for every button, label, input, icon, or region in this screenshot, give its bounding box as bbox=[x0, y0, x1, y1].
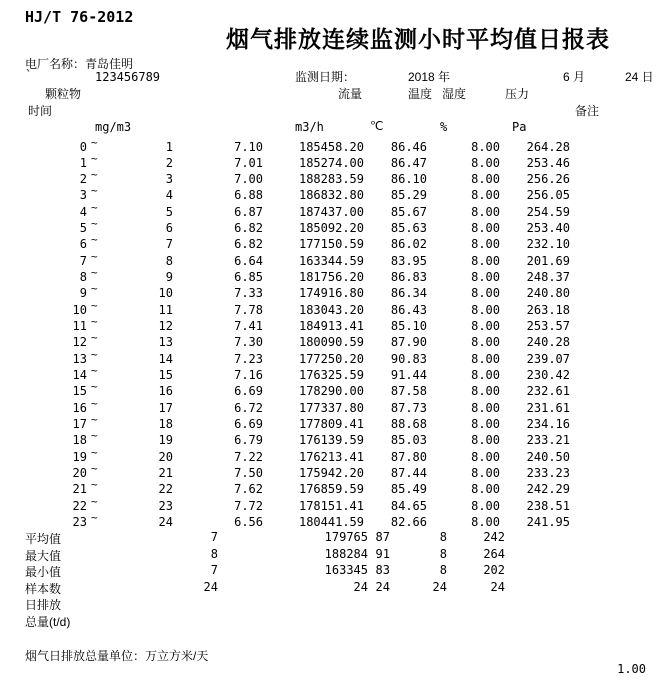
cell-temperature: 90.83 bbox=[390, 351, 427, 366]
tilde-separator: ~ bbox=[91, 494, 98, 508]
cell-particulate: 6.69 bbox=[234, 384, 263, 399]
tilde-separator: ~ bbox=[91, 151, 98, 165]
hour-end: 16 bbox=[158, 384, 173, 399]
summary-flow: 179765 bbox=[324, 530, 368, 544]
cell-flow: 176139.59 bbox=[298, 433, 364, 448]
cell-humidity: 8.00 bbox=[471, 172, 500, 187]
cell-particulate: 6.69 bbox=[234, 416, 263, 431]
cell-temperature: 85.03 bbox=[390, 433, 427, 448]
hour-row bbox=[0, 429, 668, 449]
hour-end: 20 bbox=[158, 449, 173, 464]
cell-pressure: 232.10 bbox=[526, 237, 570, 252]
unit-temperature: ℃ bbox=[370, 119, 384, 133]
cell-flow: 185092.20 bbox=[298, 221, 364, 236]
hour-row bbox=[0, 298, 668, 319]
cell-particulate: 6.64 bbox=[234, 253, 263, 268]
hour-start: 1 bbox=[79, 155, 87, 170]
cell-temperature: 86.47 bbox=[390, 155, 427, 170]
hour-row bbox=[0, 266, 668, 286]
cell-flow: 184913.41 bbox=[298, 319, 364, 334]
cell-pressure: 253.57 bbox=[526, 319, 570, 334]
hour-start: 19 bbox=[72, 449, 87, 464]
summary-pressure: 264 bbox=[483, 546, 505, 561]
cell-humidity: 8.00 bbox=[471, 237, 500, 252]
hour-start: 10 bbox=[72, 302, 87, 317]
cell-humidity: 8.00 bbox=[471, 514, 500, 529]
cell-temperature: 85.63 bbox=[390, 221, 427, 236]
hour-row bbox=[0, 217, 668, 237]
cell-temperature: 87.80 bbox=[390, 449, 427, 464]
cell-temperature: 85.29 bbox=[390, 188, 427, 203]
summary-humidity: 8 bbox=[439, 563, 447, 577]
cell-pressure: 264.28 bbox=[526, 139, 570, 154]
col-header-humidity: 湿度 bbox=[442, 87, 467, 101]
cell-temperature: 83.95 bbox=[390, 253, 427, 268]
summary-label: 最大值 bbox=[25, 548, 62, 563]
cell-pressure: 256.26 bbox=[526, 172, 570, 187]
hour-row bbox=[0, 396, 668, 417]
tilde-separator: ~ bbox=[91, 396, 98, 410]
summary-row bbox=[0, 596, 668, 612]
hour-end: 3 bbox=[165, 172, 173, 187]
hour-end: 19 bbox=[158, 433, 173, 448]
hour-end: 14 bbox=[158, 351, 173, 366]
tilde-separator: ~ bbox=[91, 233, 98, 247]
hour-row bbox=[0, 151, 668, 172]
summary-flow: 188284 bbox=[324, 546, 368, 561]
cell-particulate: 6.82 bbox=[234, 221, 263, 236]
hour-row bbox=[0, 233, 668, 253]
cell-particulate: 7.16 bbox=[234, 367, 263, 382]
cell-particulate: 7.10 bbox=[234, 139, 263, 154]
cell-flow: 177150.59 bbox=[298, 237, 364, 252]
tilde-separator: ~ bbox=[91, 200, 98, 214]
tilde-separator: ~ bbox=[91, 135, 98, 149]
hour-end: 7 bbox=[165, 237, 173, 252]
tilde-separator: ~ bbox=[91, 217, 98, 231]
date-year: 2018 年 bbox=[408, 70, 451, 84]
hour-row bbox=[0, 494, 668, 515]
date-label: 监测日期： bbox=[295, 70, 356, 84]
summary-humidity: 8 bbox=[439, 546, 447, 561]
cell-pressure: 233.21 bbox=[526, 433, 570, 448]
cell-particulate: 7.00 bbox=[234, 172, 263, 187]
hour-start: 23 bbox=[72, 514, 87, 529]
cell-pressure: 242.29 bbox=[526, 482, 570, 497]
cell-pressure: 248.37 bbox=[526, 270, 570, 285]
tilde-separator: ~ bbox=[91, 412, 98, 426]
cell-humidity: 8.00 bbox=[471, 302, 500, 317]
cell-humidity: 8.00 bbox=[471, 384, 500, 399]
summary-humidity: 8 bbox=[439, 530, 447, 544]
page-number: 1.00 bbox=[617, 662, 646, 676]
cell-temperature: 86.46 bbox=[390, 139, 427, 154]
tilde-separator: ~ bbox=[91, 315, 98, 329]
summary-temperature: 87 bbox=[375, 530, 390, 544]
hour-start: 4 bbox=[79, 204, 87, 219]
cell-humidity: 8.00 bbox=[471, 188, 500, 203]
hour-end: 1 bbox=[165, 139, 173, 154]
tilde-separator: ~ bbox=[91, 266, 98, 280]
plant-code: 123456789 bbox=[95, 70, 161, 84]
hour-row bbox=[0, 135, 668, 156]
summary-particulate: 7 bbox=[210, 530, 218, 544]
tilde-separator: ~ bbox=[91, 168, 98, 182]
hour-start: 8 bbox=[79, 270, 87, 285]
cell-humidity: 8.00 bbox=[471, 416, 500, 431]
cell-humidity: 8.00 bbox=[471, 449, 500, 464]
cell-pressure: 256.05 bbox=[526, 188, 570, 203]
tilde-separator: ~ bbox=[91, 510, 98, 524]
summary-flow: 163345 bbox=[324, 563, 368, 577]
hour-end: 2 bbox=[165, 155, 173, 170]
hour-start: 3 bbox=[79, 188, 87, 203]
cell-humidity: 8.00 bbox=[471, 204, 500, 219]
cell-pressure: 231.61 bbox=[526, 400, 570, 415]
hour-start: 18 bbox=[72, 433, 87, 448]
hour-end: 22 bbox=[158, 482, 173, 497]
cell-pressure: 254.59 bbox=[526, 204, 570, 219]
summary-label: 日排放 bbox=[25, 598, 62, 612]
cell-temperature: 84.65 bbox=[390, 498, 427, 513]
cell-pressure: 234.16 bbox=[526, 416, 570, 431]
tilde-separator: ~ bbox=[91, 347, 98, 361]
summary-particulate: 24 bbox=[203, 579, 218, 594]
tilde-separator: ~ bbox=[91, 249, 98, 263]
cell-humidity: 8.00 bbox=[471, 465, 500, 480]
cell-humidity: 8.00 bbox=[471, 270, 500, 285]
hour-start: 6 bbox=[79, 237, 87, 252]
cell-flow: 180090.59 bbox=[298, 335, 364, 350]
cell-pressure: 232.61 bbox=[526, 384, 570, 399]
date-month: 6 月 bbox=[563, 70, 586, 84]
unit-particulate: mg/m3 bbox=[95, 120, 132, 134]
hour-start: 17 bbox=[72, 416, 87, 431]
cell-particulate: 6.87 bbox=[234, 204, 263, 219]
cell-flow: 177337.80 bbox=[298, 400, 364, 415]
unit-flow: m3/h bbox=[295, 120, 324, 134]
hour-row bbox=[0, 412, 668, 433]
cell-pressure: 240.50 bbox=[526, 449, 570, 464]
cell-flow: 176859.59 bbox=[298, 482, 364, 497]
cell-particulate: 7.22 bbox=[234, 449, 263, 464]
hour-start: 5 bbox=[79, 221, 87, 236]
hour-start: 7 bbox=[79, 253, 87, 268]
cell-flow: 176325.59 bbox=[298, 367, 364, 382]
tilde-separator: ~ bbox=[91, 380, 98, 394]
hour-start: 12 bbox=[72, 335, 87, 350]
cell-temperature: 86.10 bbox=[390, 172, 427, 187]
cell-particulate: 7.41 bbox=[234, 319, 263, 334]
cell-temperature: 86.02 bbox=[390, 237, 427, 252]
summary-pressure: 202 bbox=[483, 563, 505, 577]
col-header-temperature: 温度 bbox=[408, 87, 433, 101]
cell-particulate: 7.23 bbox=[234, 351, 263, 366]
hour-end: 9 bbox=[165, 270, 173, 285]
cell-temperature: 87.44 bbox=[390, 465, 427, 480]
hour-start: 11 bbox=[72, 319, 87, 334]
summary-label: 平均值 bbox=[25, 532, 62, 546]
cell-humidity: 8.00 bbox=[471, 155, 500, 170]
summary-row bbox=[0, 613, 668, 629]
hour-start: 16 bbox=[72, 400, 87, 415]
summary-particulate: 8 bbox=[210, 546, 218, 561]
hour-end: 4 bbox=[165, 188, 173, 203]
col-header-particulate: 颗粒物 bbox=[45, 87, 82, 101]
cell-flow: 187437.00 bbox=[298, 204, 364, 219]
emission-unit-note: 烟气日排放总量单位：万立方米/天 bbox=[25, 649, 209, 663]
cell-pressure: 230.42 bbox=[526, 367, 570, 382]
standard-code: HJ/T 76-2012 bbox=[25, 8, 134, 26]
summary-row bbox=[0, 530, 668, 546]
hour-row bbox=[0, 249, 668, 270]
cell-humidity: 8.00 bbox=[471, 319, 500, 334]
cell-pressure: 241.95 bbox=[526, 514, 570, 529]
cell-flow: 176213.41 bbox=[298, 449, 364, 464]
summary-humidity: 24 bbox=[432, 579, 447, 594]
hour-row bbox=[0, 461, 668, 482]
hour-row bbox=[0, 478, 668, 498]
cell-flow: 186832.80 bbox=[298, 188, 364, 203]
summary-temperature: 91 bbox=[375, 546, 390, 561]
hour-row bbox=[0, 168, 668, 188]
cell-flow: 185458.20 bbox=[298, 139, 364, 154]
unit-humidity: % bbox=[440, 120, 448, 134]
summary-flow: 24 bbox=[353, 579, 368, 594]
cell-humidity: 8.00 bbox=[471, 498, 500, 513]
hour-end: 17 bbox=[158, 400, 173, 415]
hour-end: 11 bbox=[158, 302, 173, 317]
cell-pressure: 253.46 bbox=[526, 155, 570, 170]
summary-row bbox=[0, 580, 668, 596]
summary-pressure: 242 bbox=[483, 530, 505, 544]
tilde-separator: ~ bbox=[91, 363, 98, 377]
cell-flow: 185274.00 bbox=[298, 155, 364, 170]
cell-pressure: 239.07 bbox=[526, 351, 570, 366]
cell-particulate: 7.72 bbox=[234, 498, 263, 513]
summary-row bbox=[0, 563, 668, 579]
cell-pressure: 240.28 bbox=[526, 335, 570, 350]
cell-humidity: 8.00 bbox=[471, 139, 500, 154]
cell-flow: 177809.41 bbox=[298, 416, 364, 431]
cell-humidity: 8.00 bbox=[471, 286, 500, 301]
tilde-separator: ~ bbox=[91, 478, 98, 492]
cell-pressure: 201.69 bbox=[526, 253, 570, 268]
cell-temperature: 91.44 bbox=[390, 367, 427, 382]
summary-temperature: 83 bbox=[375, 563, 390, 577]
cell-flow: 174916.80 bbox=[298, 286, 364, 301]
hour-end: 8 bbox=[165, 253, 173, 268]
report-title: 烟气排放连续监测小时平均值日报表 bbox=[226, 26, 610, 52]
cell-humidity: 8.00 bbox=[471, 400, 500, 415]
col-header-remark: 备注 bbox=[575, 104, 600, 118]
hour-start: 20 bbox=[72, 465, 87, 480]
cell-humidity: 8.00 bbox=[471, 367, 500, 382]
unit-pressure: Pa bbox=[512, 120, 527, 134]
summary-particulate: 7 bbox=[210, 563, 218, 577]
cell-particulate: 6.72 bbox=[234, 400, 263, 415]
col-header-pressure: 压力 bbox=[505, 87, 530, 101]
summary-label: 总量(t/d) bbox=[25, 614, 71, 629]
cell-particulate: 7.78 bbox=[234, 302, 263, 317]
summary-label: 样本数 bbox=[25, 581, 62, 596]
cell-flow: 180441.59 bbox=[298, 514, 364, 529]
hour-start: 14 bbox=[72, 367, 87, 382]
summary-label: 最小值 bbox=[25, 565, 62, 579]
hour-row bbox=[0, 331, 668, 351]
tick-mark: ` bbox=[25, 68, 33, 82]
cell-flow: 188283.59 bbox=[298, 172, 364, 187]
cell-temperature: 87.73 bbox=[390, 400, 427, 415]
cell-pressure: 263.18 bbox=[526, 302, 570, 317]
cell-temperature: 85.10 bbox=[390, 319, 427, 334]
cell-flow: 178151.41 bbox=[298, 498, 364, 513]
cell-humidity: 8.00 bbox=[471, 221, 500, 236]
cell-flow: 163344.59 bbox=[298, 253, 364, 268]
cell-temperature: 86.83 bbox=[390, 270, 427, 285]
cell-flow: 177250.20 bbox=[298, 351, 364, 366]
cell-humidity: 8.00 bbox=[471, 351, 500, 366]
hour-end: 18 bbox=[158, 416, 173, 431]
cell-temperature: 85.67 bbox=[390, 204, 427, 219]
date-day: 24 日 bbox=[625, 70, 654, 84]
hour-start: 13 bbox=[72, 351, 87, 366]
plant-name-line: 电厂名称：青岛佳明 bbox=[25, 57, 134, 71]
hour-row bbox=[0, 200, 668, 221]
cell-humidity: 8.00 bbox=[471, 335, 500, 350]
cell-particulate: 6.82 bbox=[234, 237, 263, 252]
cell-temperature: 88.68 bbox=[390, 416, 427, 431]
hour-row bbox=[0, 510, 668, 531]
cell-particulate: 7.62 bbox=[234, 482, 263, 497]
hour-start: 0 bbox=[79, 139, 87, 154]
hour-row bbox=[0, 315, 668, 335]
hour-end: 6 bbox=[165, 221, 173, 236]
cell-temperature: 87.90 bbox=[390, 335, 427, 350]
tilde-separator: ~ bbox=[91, 461, 98, 475]
cell-pressure: 233.23 bbox=[526, 465, 570, 480]
hour-start: 21 bbox=[72, 482, 87, 497]
summary-temperature: 24 bbox=[375, 579, 390, 594]
cell-flow: 178290.00 bbox=[298, 384, 364, 399]
hour-end: 5 bbox=[165, 204, 173, 219]
hour-row bbox=[0, 380, 668, 400]
cell-flow: 183043.20 bbox=[298, 302, 364, 317]
tilde-separator: ~ bbox=[91, 445, 98, 459]
hour-end: 24 bbox=[158, 514, 173, 529]
cell-humidity: 8.00 bbox=[471, 253, 500, 268]
tilde-separator: ~ bbox=[91, 282, 98, 296]
hour-start: 15 bbox=[72, 384, 87, 399]
cell-particulate: 6.88 bbox=[234, 188, 263, 203]
hour-row bbox=[0, 282, 668, 302]
col-header-flow: 流量 bbox=[338, 87, 363, 101]
summary-pressure: 24 bbox=[490, 579, 505, 594]
cell-temperature: 85.49 bbox=[390, 482, 427, 497]
hour-row bbox=[0, 445, 668, 466]
cell-temperature: 87.58 bbox=[390, 384, 427, 399]
hour-start: 9 bbox=[79, 286, 87, 301]
hour-end: 21 bbox=[158, 465, 173, 480]
cell-flow: 175942.20 bbox=[298, 465, 364, 480]
cell-pressure: 240.80 bbox=[526, 286, 570, 301]
hour-start: 22 bbox=[72, 498, 87, 513]
cell-temperature: 86.43 bbox=[390, 302, 427, 317]
cell-humidity: 8.00 bbox=[471, 433, 500, 448]
tilde-separator: ~ bbox=[91, 184, 98, 198]
cell-particulate: 6.79 bbox=[234, 433, 263, 448]
tilde-separator: ~ bbox=[91, 429, 98, 443]
cell-pressure: 253.40 bbox=[526, 221, 570, 236]
tilde-separator: ~ bbox=[91, 298, 98, 312]
cell-temperature: 82.66 bbox=[390, 514, 427, 529]
cell-particulate: 7.33 bbox=[234, 286, 263, 301]
col-header-time: 时间 bbox=[28, 104, 53, 118]
cell-humidity: 8.00 bbox=[471, 482, 500, 497]
hour-start: 2 bbox=[79, 172, 87, 187]
cell-flow: 181756.20 bbox=[298, 270, 364, 285]
cell-particulate: 7.30 bbox=[234, 335, 263, 350]
cell-particulate: 6.56 bbox=[234, 514, 263, 529]
hour-end: 10 bbox=[158, 286, 173, 301]
cell-pressure: 238.51 bbox=[526, 498, 570, 513]
cell-particulate: 6.85 bbox=[234, 270, 263, 285]
cell-particulate: 7.50 bbox=[234, 465, 263, 480]
summary-row bbox=[0, 547, 668, 563]
cell-temperature: 86.34 bbox=[390, 286, 427, 301]
hour-end: 15 bbox=[158, 367, 173, 382]
tilde-separator: ~ bbox=[91, 331, 98, 345]
hour-end: 23 bbox=[158, 498, 173, 513]
hour-end: 13 bbox=[158, 335, 173, 350]
hour-end: 12 bbox=[158, 319, 173, 334]
hour-row bbox=[0, 184, 668, 204]
hour-row bbox=[0, 347, 668, 368]
hour-row bbox=[0, 363, 668, 384]
cell-particulate: 7.01 bbox=[234, 155, 263, 170]
